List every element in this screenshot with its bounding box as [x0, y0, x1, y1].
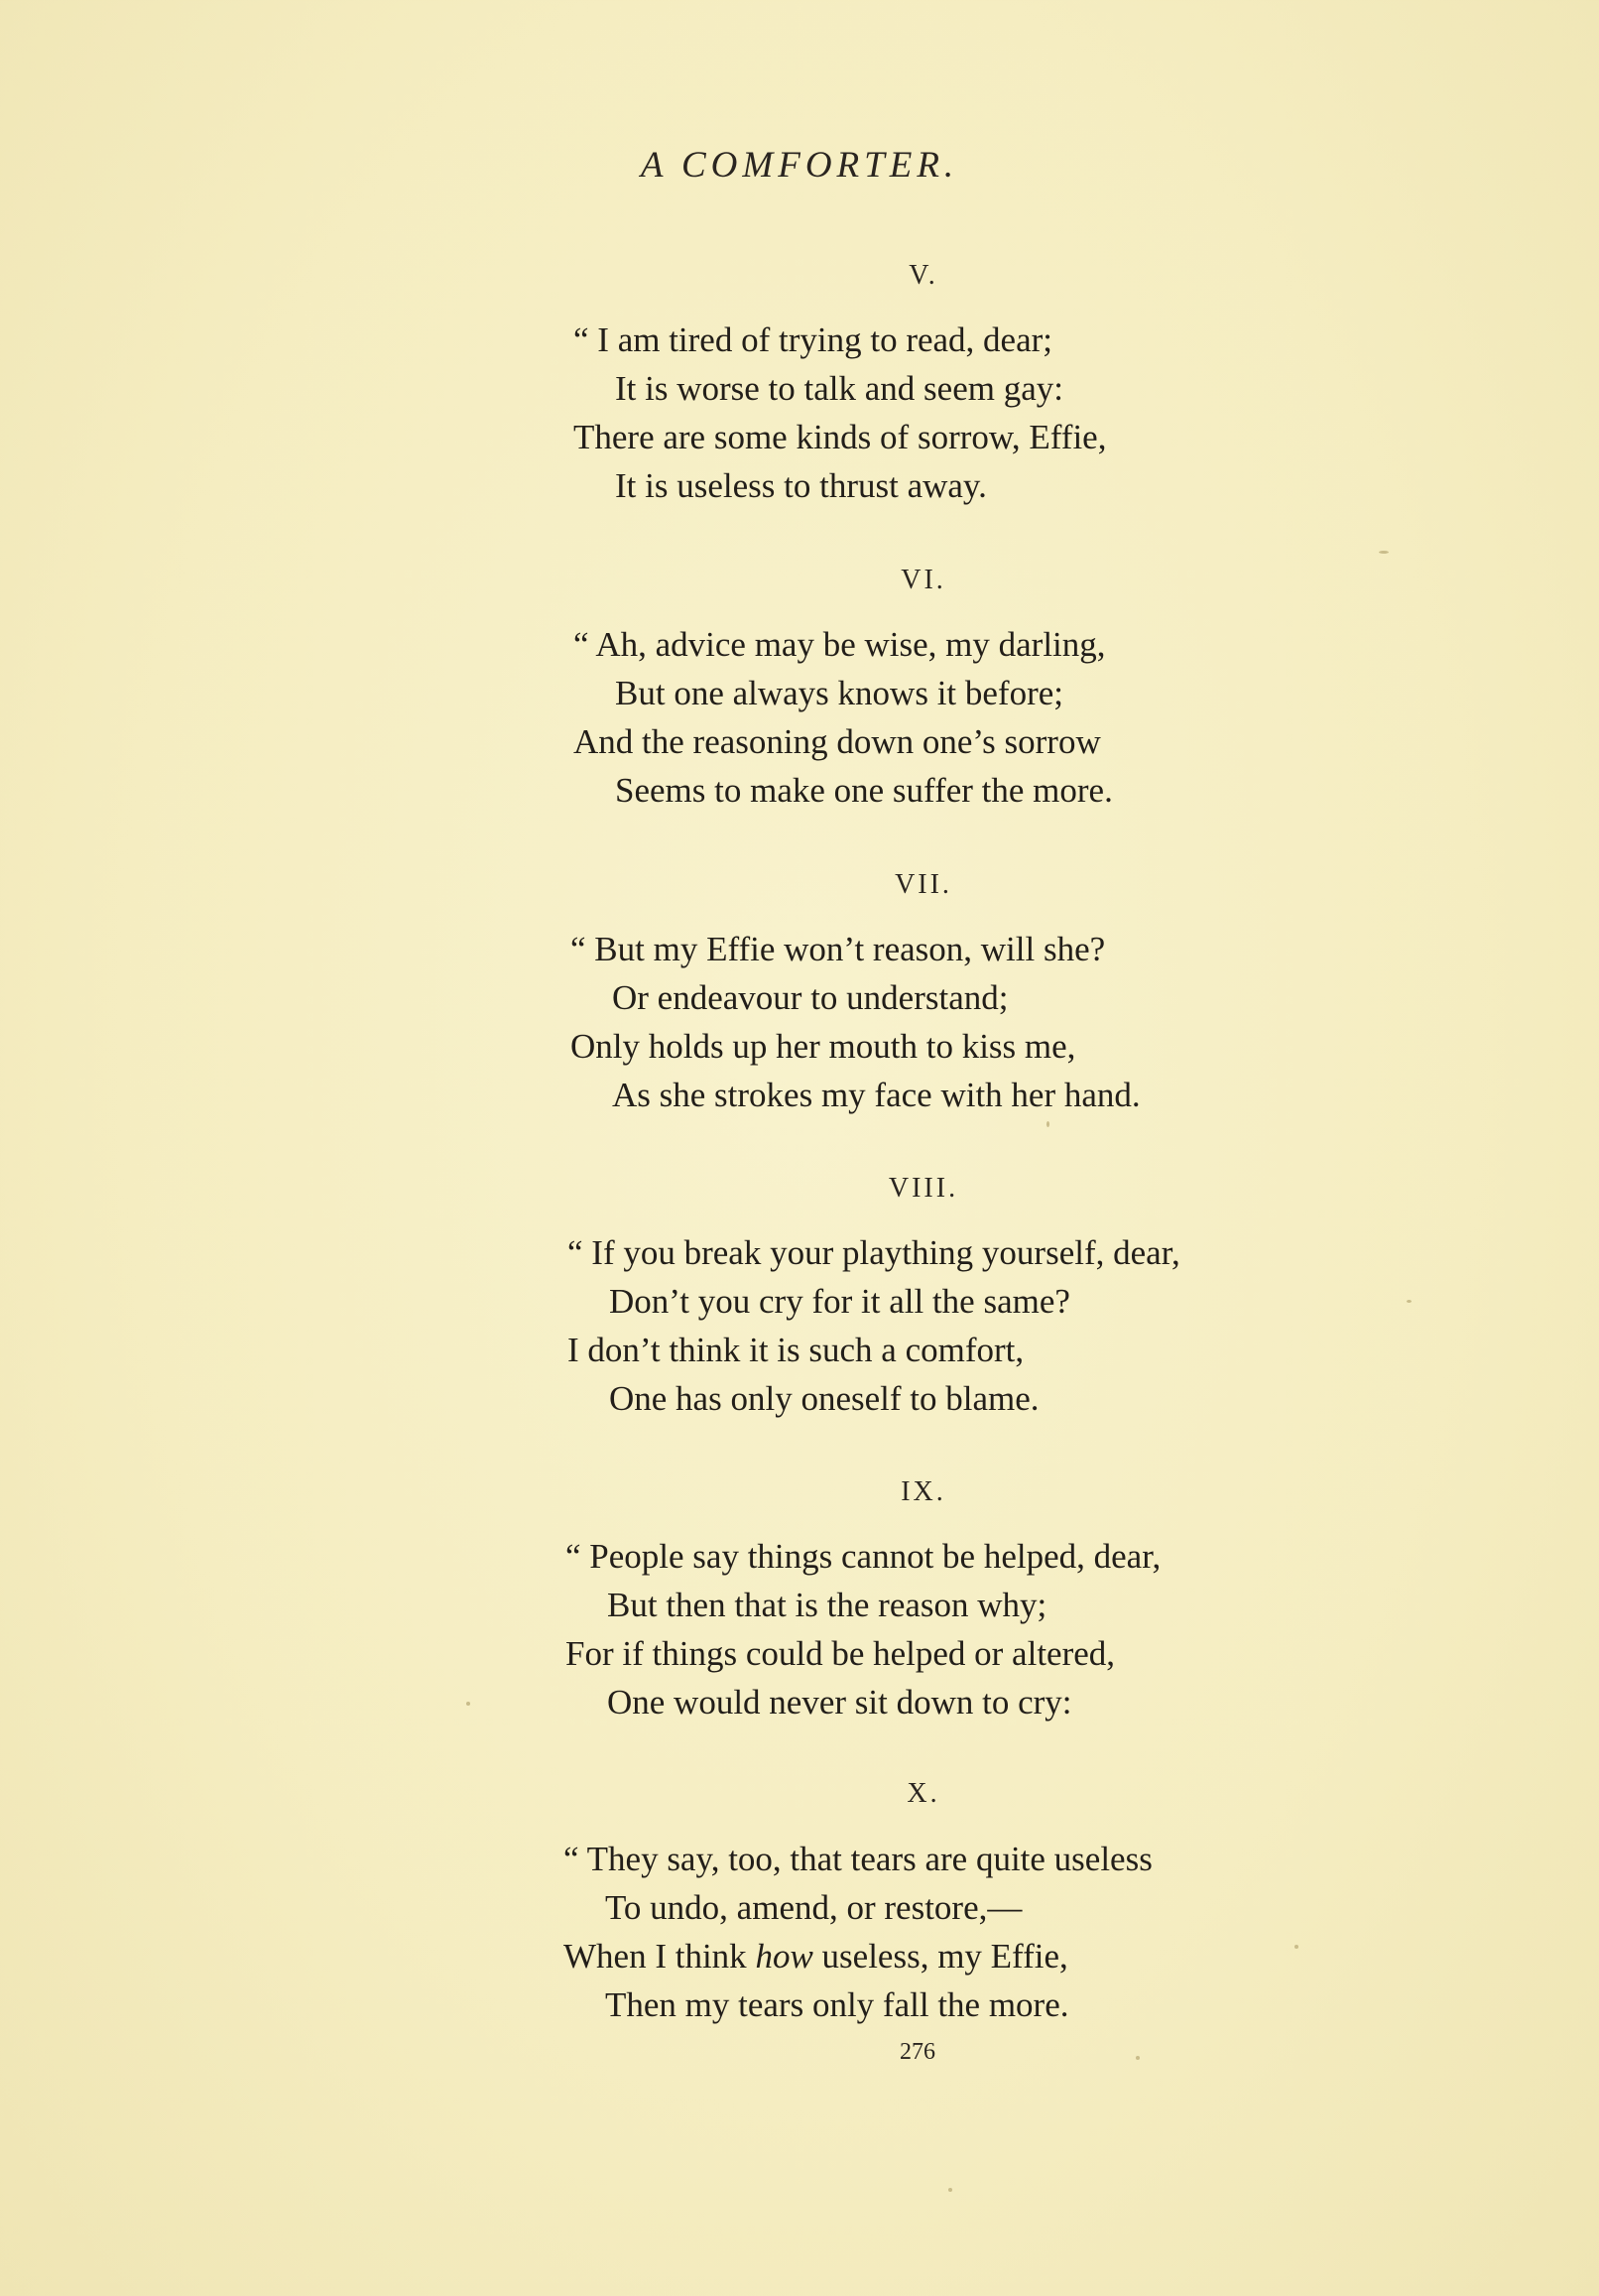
stanza-x [563, 1835, 1153, 2029]
stanza-line: “ I am tired of trying to read, dear; [573, 320, 1052, 359]
stanza-viii [567, 1228, 1180, 1423]
stanza-number-vii: VII. [895, 869, 952, 900]
stanza-vii [570, 925, 1141, 1119]
paper-speck [1294, 1945, 1298, 1949]
emphasized-word: how [755, 1937, 813, 1976]
stanza-line: But then that is the reason why; [607, 1586, 1047, 1624]
stanza-line-with-emphasis [563, 1932, 1153, 1980]
stanza-line: “ Ah, advice may be wise, my darling, [573, 625, 1106, 664]
paper-speck [948, 2188, 952, 2192]
line-text: When I think [563, 1937, 756, 1976]
line-text: useless, my Effie, [812, 1937, 1068, 1976]
stanza-line: “ People say things cannot be helped, dear, [565, 1537, 1162, 1576]
stanza-line: “ They say, too, that tears are quite useless [563, 1840, 1153, 1878]
stanza-line: For if things could be helped or altered, [565, 1634, 1116, 1673]
stanza-line: “ But my Effie won’t reason, will she? [570, 930, 1106, 968]
page-number: 276 [900, 2039, 935, 2065]
stanza-line: But one always knows it before; [615, 674, 1063, 712]
stanza-v [573, 316, 1106, 510]
stanza-line: One would never sit down to cry: [607, 1683, 1072, 1722]
stanza-line: “ If you break your plaything yourself, dear, [567, 1233, 1180, 1272]
stanza-line: Or endeavour to understand; [612, 978, 1009, 1017]
stanza-number-vi: VI. [901, 565, 946, 595]
stanza-line: Don’t you cry for it all the same? [609, 1282, 1070, 1321]
stanza-number-ix: IX. [901, 1476, 946, 1507]
paper-speck [1407, 1300, 1412, 1303]
running-title: A COMFORTER. [640, 145, 959, 186]
paper-speck [466, 1702, 470, 1706]
stanza-number-x: X. [907, 1778, 940, 1809]
stanza-line: There are some kinds of sorrow, Effie, [573, 418, 1107, 456]
stanza-line: It is useless to thrust away. [615, 466, 987, 505]
stanza-ix [565, 1532, 1161, 1726]
stanza-line: Seems to make one suffer the more. [615, 771, 1113, 810]
paper-speck [1136, 2056, 1140, 2060]
stanza-line: I don’t think it is such a comfort, [567, 1331, 1025, 1369]
stanza-line: And the reasoning down one’s sorrow [573, 722, 1101, 761]
stanza-vi [573, 620, 1113, 815]
paper-speck [1046, 1121, 1049, 1127]
stanza-number-viii: VIII. [888, 1173, 959, 1204]
stanza-line: One has only oneself to blame. [609, 1379, 1040, 1418]
stanza-line: As she strokes my face with her hand. [612, 1076, 1141, 1114]
stanza-line: Only holds up her mouth to kiss me, [570, 1027, 1076, 1066]
stanza-line: It is worse to talk and seem gay: [615, 369, 1063, 408]
paper-speck [1379, 551, 1389, 554]
stanza-number-v: V. [909, 260, 938, 291]
stanza-line: To undo, amend, or restore,— [605, 1888, 1023, 1927]
stanza-line: Then my tears only fall the more. [605, 1985, 1069, 2024]
